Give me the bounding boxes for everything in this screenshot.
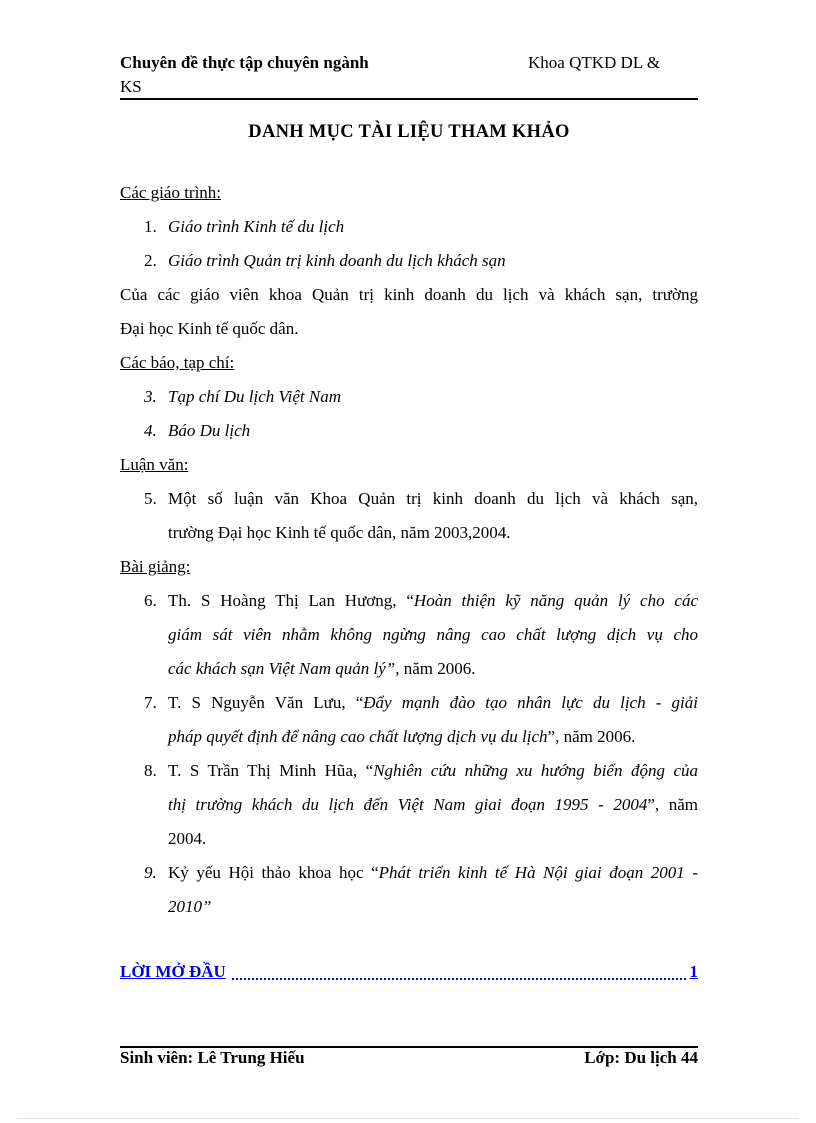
item-number: 6.	[144, 591, 157, 610]
page-title: DANH MỤC TÀI LIỆU THAM KHẢO	[248, 122, 570, 142]
paragraph-line: Đại học Kinh tế quốc dân.	[120, 319, 299, 338]
item-author: T. S Nguyễn Văn Lưu, “	[168, 693, 364, 712]
item-title: pháp quyết định để nâng cao chất lượng dịch vụ du lịch	[168, 727, 548, 746]
item-number: 9.	[144, 863, 157, 882]
toc-page-number[interactable]: 1	[686, 958, 699, 986]
item-text: Giáo trình Quản trị kinh doanh du lịch khách sạn	[168, 251, 506, 270]
item-year: , năm 2006.	[395, 659, 476, 678]
header-rule	[120, 98, 698, 100]
item-title: Đẩy mạnh đào tạo nhân lực du lịch - giải	[363, 693, 698, 712]
reference-item	[120, 210, 698, 244]
item-number: 1.	[144, 217, 157, 236]
item-text: Báo Du lịch	[168, 421, 251, 440]
item-number: 8.	[144, 761, 157, 780]
section-heading-journals: Các báo, tạp chí:	[120, 353, 235, 372]
item-continuation: 2010”	[168, 897, 212, 916]
item-continuation: 2004.	[168, 829, 207, 848]
item-title: các khách sạn Việt Nam quản lý”	[168, 659, 396, 678]
footer-student: Sinh viên: Lê Trung Hiếu	[120, 1048, 305, 1067]
reference-item	[120, 482, 698, 516]
reference-list	[120, 176, 698, 924]
item-continuation	[120, 720, 698, 754]
item-author: Kỷ yếu Hội thảo khoa học “	[168, 863, 379, 882]
reference-item	[120, 244, 698, 278]
page-edge-dots	[18, 1118, 798, 1119]
item-author: Th. S Hoàng Thị Lan Hương, “	[168, 591, 414, 610]
item-number: 3.	[144, 387, 157, 406]
item-number: 7.	[144, 693, 157, 712]
footer-class: Lớp: Du lịch 44	[584, 1048, 698, 1067]
item-number: 2.	[144, 251, 157, 270]
item-continuation: giám sát viên nhằm không ngừng nâng cao chất lượng dịch vụ cho	[168, 625, 698, 644]
item-number: 4.	[144, 421, 157, 440]
item-continuation: trường Đại học Kinh tế quốc dân, năm 2003,2004.	[168, 523, 511, 542]
item-title: Phát triển kinh tế Hà Nội giai đoạn 2001 -	[378, 863, 698, 882]
item-text: Một số luận văn Khoa Quản trị kinh doanh du lịch và khách sạn,	[168, 489, 698, 508]
toc-label[interactable]: LỜI MỞ ĐẦU	[120, 958, 230, 986]
section-heading-theses: Luận văn:	[120, 455, 189, 474]
paragraph-line: Của các giáo viên khoa Quản trị kinh doanh du lịch và khách sạn, trường	[120, 285, 698, 304]
item-number: 5.	[144, 489, 157, 508]
section-heading-lectures: Bài giảng:	[120, 557, 191, 576]
reference-item	[120, 686, 698, 720]
item-author: T. S Trần Thị Minh Hũa, “	[168, 761, 374, 780]
item-title: thị trường khách du lịch đến Việt Nam giai đoạn 1995 - 2004	[168, 795, 648, 814]
item-year: ”, năm 2006.	[547, 727, 636, 746]
reference-item	[120, 380, 698, 414]
document-page	[120, 0, 698, 1123]
item-continuation	[120, 652, 698, 686]
header-department: Khoa QTKD DL &	[528, 53, 661, 72]
section-heading-textbooks: Các giáo trình:	[120, 183, 222, 202]
header-title: Chuyên đề thực tập chuyên ngành	[120, 53, 369, 72]
item-title: Hoàn thiện kỹ năng quản lý cho các	[413, 591, 699, 610]
item-text: Giáo trình Kinh tế du lịch	[168, 217, 345, 236]
item-title: Nghiên cứu những xu hướng biến động của	[373, 761, 698, 780]
item-continuation	[120, 788, 698, 822]
reference-item	[120, 856, 698, 890]
header-department-continued: KS	[120, 77, 142, 96]
reference-item	[120, 584, 698, 618]
toc-link-introduction[interactable]	[120, 958, 698, 986]
reference-item	[120, 414, 698, 448]
item-text: Tạp chí Du lịch Việt Nam	[168, 387, 341, 406]
item-year: ”, năm	[647, 795, 698, 814]
reference-item	[120, 754, 698, 788]
